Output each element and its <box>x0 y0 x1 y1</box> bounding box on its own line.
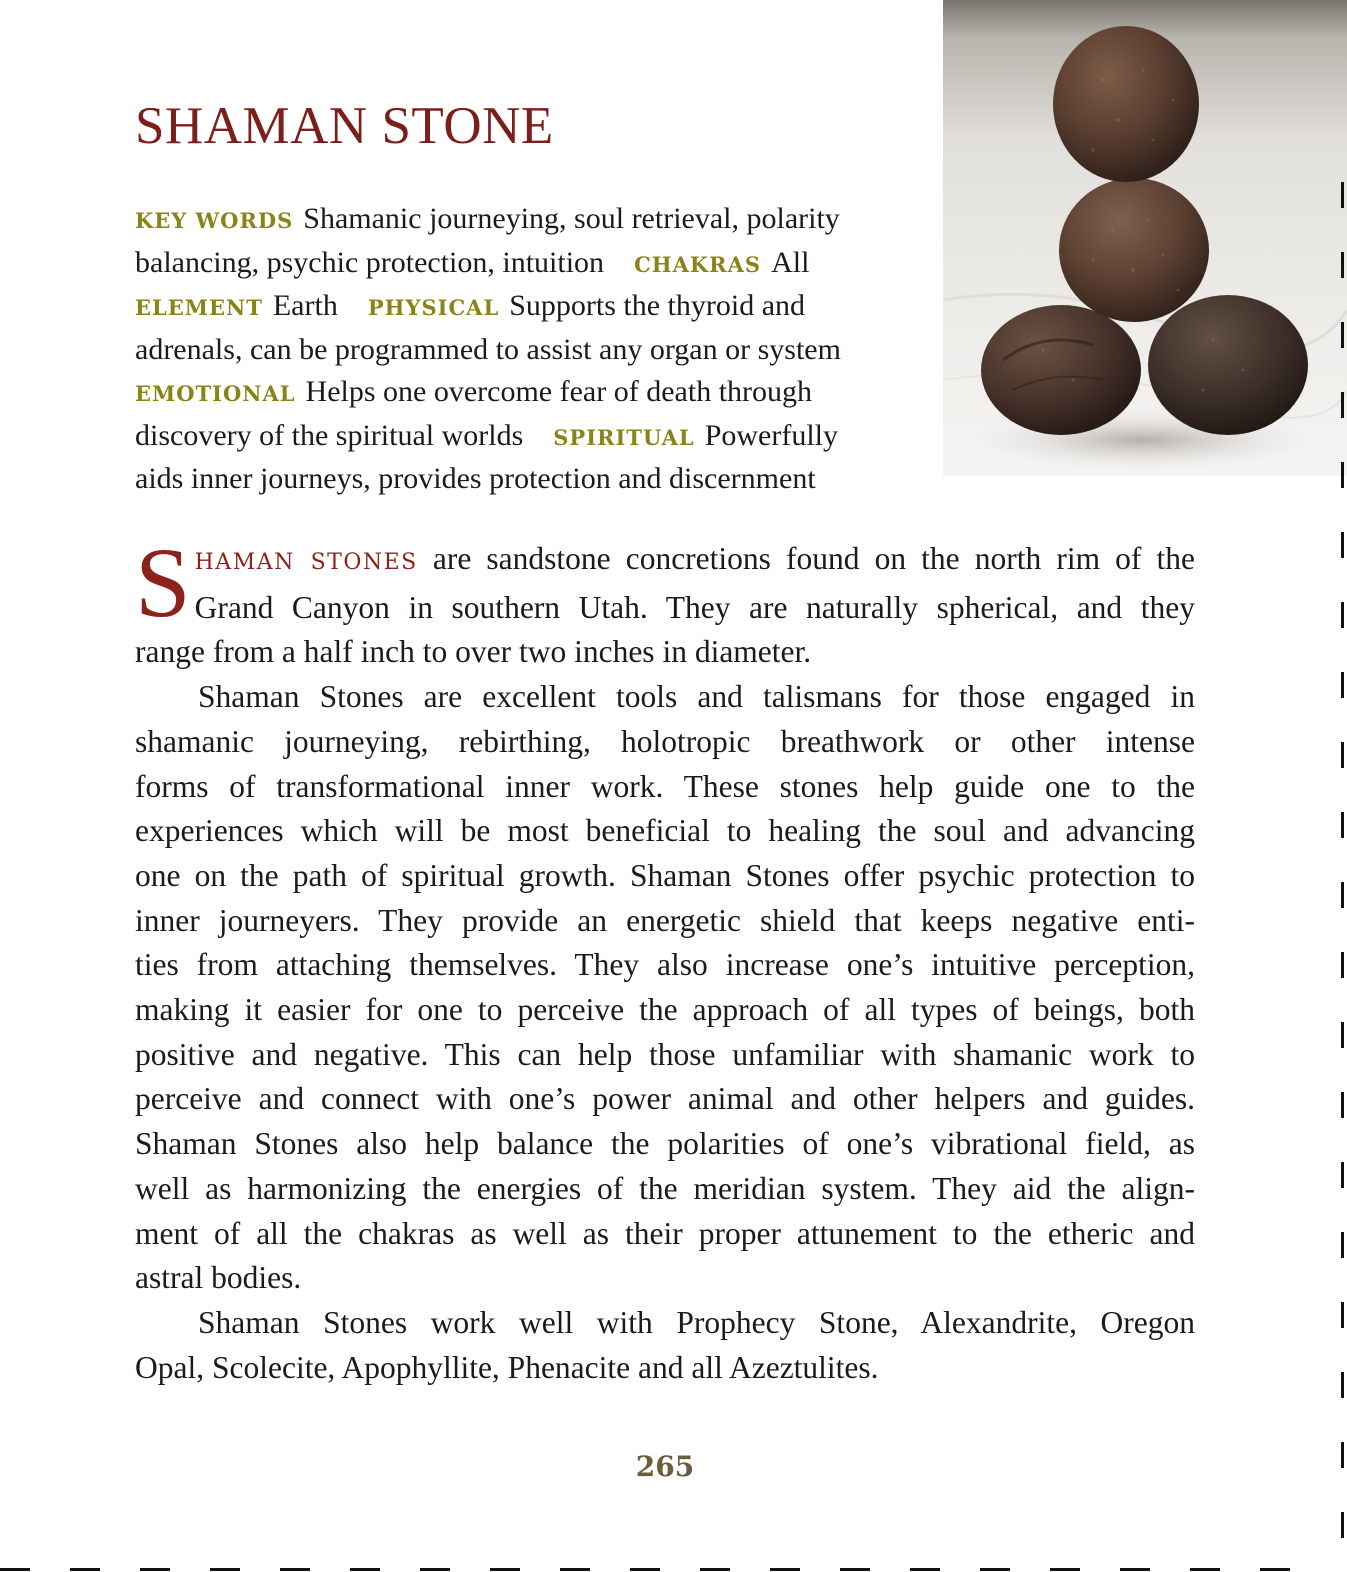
body-line: well as harmonizing the energies of the meridian system. They aid the align- <box>135 1170 1195 1206</box>
body-line: Grand Canyon in southern Utah. They are naturally spherical, and they <box>194 589 1195 625</box>
physical-value-cont: adrenals, can be programmed to assist any organ or system <box>135 333 841 367</box>
body-line: Shaman Stones also help balance the polarities of one’s vibrational field, as <box>135 1126 1195 1162</box>
keywords-line <box>135 198 895 242</box>
emotional-label: EMOTIONAL <box>135 380 296 406</box>
body-line: shamanic journeying, rebirthing, holotropic breathwork or other intense <box>135 723 1195 759</box>
keywords-line <box>135 242 895 286</box>
keywords-line <box>135 458 895 500</box>
body-line: Opal, Scolecite, Apophyllite, Phenacite and all Azeztulites. <box>135 1349 879 1385</box>
spiritual-value-cont: aids inner journeys, provides protection and discernment <box>135 462 816 496</box>
body-line <box>135 537 1195 586</box>
body-line: perceive and connect with one’s power animal and other helpers and guides. <box>135 1081 1195 1117</box>
crop-marks-right <box>1341 0 1347 1572</box>
key-words-value-cont: balancing, psychic protection, intuition <box>135 245 605 279</box>
keywords-line <box>135 285 895 329</box>
physical-value: Supports the thyroid and <box>509 289 806 323</box>
key-words-label: KEY WORDS <box>135 208 294 233</box>
key-words-value: Shamanic journeying, soul retrieval, polarity <box>303 202 840 235</box>
keywords-line <box>135 371 895 415</box>
body-line: astral bodies. <box>135 1260 302 1296</box>
body-line: ment of all the chakras as well as their proper attunement to the etheric and <box>135 1215 1195 1251</box>
emotional-value-cont: discovery of the spiritual worlds <box>135 418 524 452</box>
body-line: one on the path of spiritual growth. Shaman Stones offer psychic protection to <box>135 857 1195 893</box>
page-number: 265 <box>635 1450 695 1483</box>
body-line: ties from attaching themselves. They also increase one’s intuitive perception, <box>135 947 1195 983</box>
body-line: range from a half inch to over two inches in diameter. <box>135 634 812 670</box>
keywords-line <box>135 415 895 459</box>
body-text <box>135 527 1195 1390</box>
page-title: SHAMAN STONE <box>135 97 554 155</box>
body-line-text: are sandstone concretions found on the north rim of the <box>432 541 1195 576</box>
body-line: experiences which will be most beneficial to healing the soul and advancing <box>135 813 1195 849</box>
element-label: ELEMENT <box>135 295 263 321</box>
physical-label: PHYSICAL <box>367 295 500 321</box>
spiritual-value: Powerfully <box>704 418 839 452</box>
body-line: inner journeyers. They provide an energetic shield that keeps negative enti- <box>135 902 1195 938</box>
chakras-value: All <box>771 245 810 279</box>
body-line: Shaman Stones are excellent tools and talismans for those engaged in <box>198 679 1195 715</box>
shaman-stones-image <box>943 0 1347 476</box>
lead-smallcaps: HAMAN STONES <box>194 550 418 575</box>
keywords-block <box>135 198 895 500</box>
crop-marks-bottom <box>0 1566 1347 1572</box>
element-value: Earth <box>272 289 338 323</box>
chakras-label: CHAKRAS <box>634 251 762 277</box>
spiritual-label: SPIRITUAL <box>553 424 695 450</box>
body-line: positive and negative. This can help those unfamiliar with shamanic work to <box>135 1036 1195 1072</box>
drop-cap: S <box>135 527 191 638</box>
body-line: forms of transformational inner work. These stones help guide one to the <box>135 768 1195 804</box>
shaman-stones-photo <box>943 0 1347 476</box>
keywords-line <box>135 329 895 371</box>
emotional-value: Helps one overcome fear of death through <box>305 374 813 408</box>
body-line: Shaman Stones work well with Prophecy Stone, Alexandrite, Oregon <box>198 1304 1195 1340</box>
body-line: making it easier for one to perceive the approach of all types of beings, both <box>135 992 1195 1028</box>
